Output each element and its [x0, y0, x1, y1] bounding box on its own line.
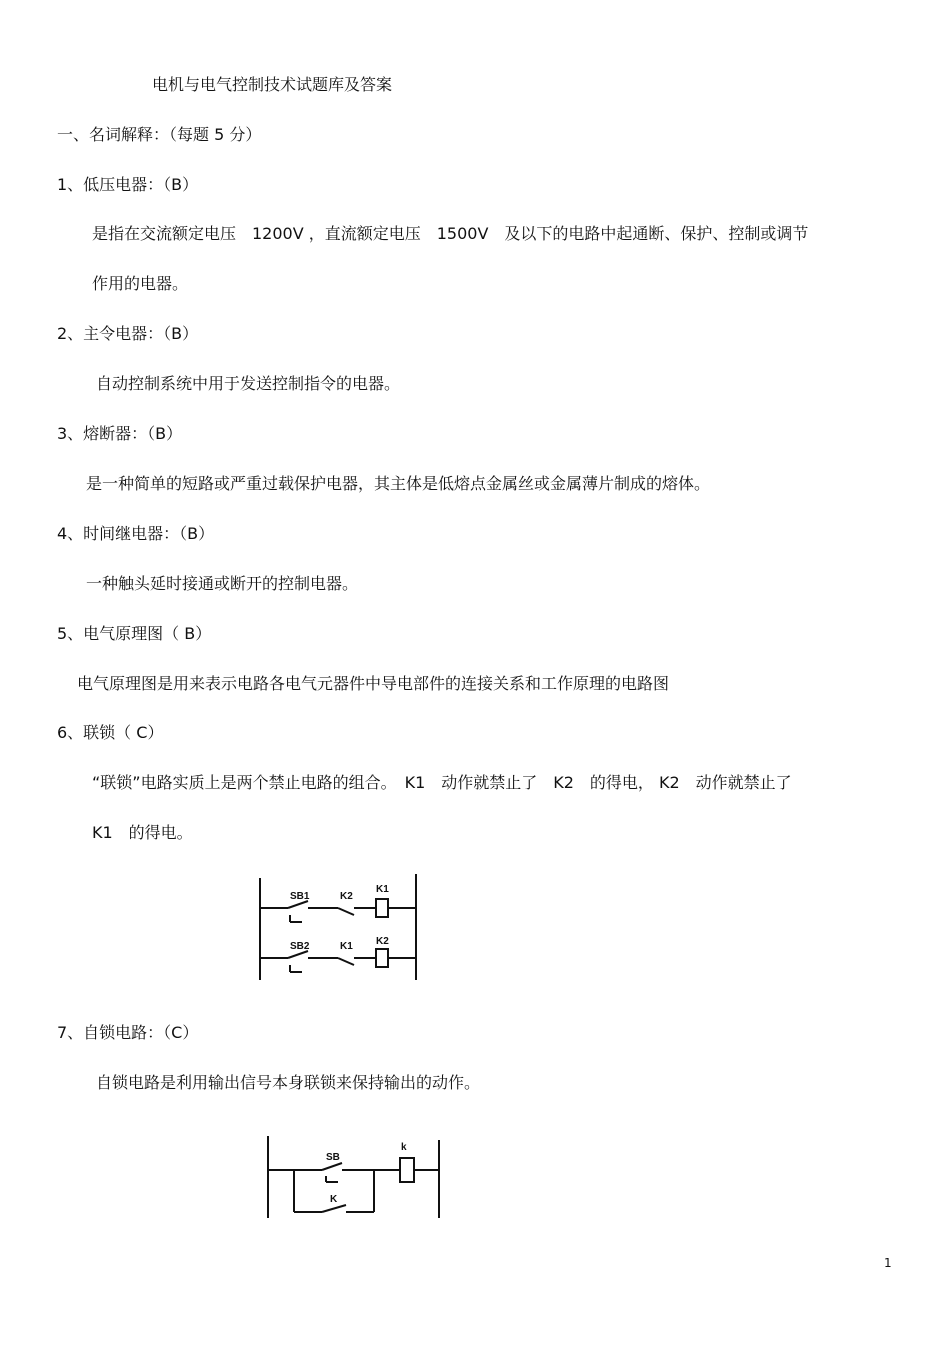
answer-4: 一种触头延时接通或断开的控制电器。 [86, 574, 359, 593]
label-k-contact: K [330, 1194, 338, 1205]
interlock-circuit-svg [242, 868, 444, 995]
page-number: 1 [884, 1256, 892, 1270]
answer-5: 电气原理图是用来表示电路各电气元器件中导电部件的连接关系和工作原理的电路图 [77, 674, 670, 693]
label-sb: SB [326, 1152, 340, 1163]
question-5: 5、电气原理图（ B） [57, 624, 212, 643]
label-k1-contact: K1 [340, 941, 353, 952]
selflock-circuit-diagram [242, 1118, 459, 1228]
section-heading: 一、名词解释：（每题 5 分） [57, 125, 262, 144]
answer-1-line-2: 作用的电器。 [92, 274, 189, 293]
label-k1-coil: K1 [376, 884, 389, 895]
label-sb1: SB1 [290, 891, 310, 902]
answer-6-line-2: K1 的得电。 [92, 823, 193, 842]
label-sb2: SB2 [290, 941, 310, 952]
label-k2-coil: K2 [376, 936, 389, 947]
answer-1-line-1: 是指在交流额定电压 1200V ，直流额定电压 1500V 及以下的电路中起通断、保护、控制或调节 [92, 224, 809, 243]
question-1: 1、低压电器：（B） [57, 175, 199, 194]
label-k2-contact: K2 [340, 891, 353, 902]
selflock-circuit-svg [242, 1118, 459, 1228]
question-3: 3、熔断器：（B） [57, 424, 183, 443]
label-k-coil: k [401, 1142, 407, 1153]
question-2: 2、主令电器：（B） [57, 324, 199, 343]
answer-3: 是一种简单的短路或严重过载保护电器，其主体是低熔点金属丝或金属薄片制成的熔体。 [86, 474, 711, 493]
doc-title: 电机与电气控制技术试题库及答案 [152, 75, 393, 94]
question-6: 6、联锁（ C） [57, 723, 164, 742]
question-4: 4、时间继电器：（B） [57, 524, 215, 543]
answer-6-line-1: “联锁”电路实质上是两个禁止电路的组合。 K1 动作就禁止了 K2 的得电， K2 动作就禁止了 [92, 773, 792, 792]
interlock-circuit-diagram [242, 868, 444, 995]
question-7: 7、自锁电路：（C） [57, 1023, 199, 1042]
answer-7: 自锁电路是利用输出信号本身联锁来保持输出的动作。 [96, 1073, 481, 1092]
answer-2: 自动控制系统中用于发送控制指令的电器。 [96, 374, 401, 393]
